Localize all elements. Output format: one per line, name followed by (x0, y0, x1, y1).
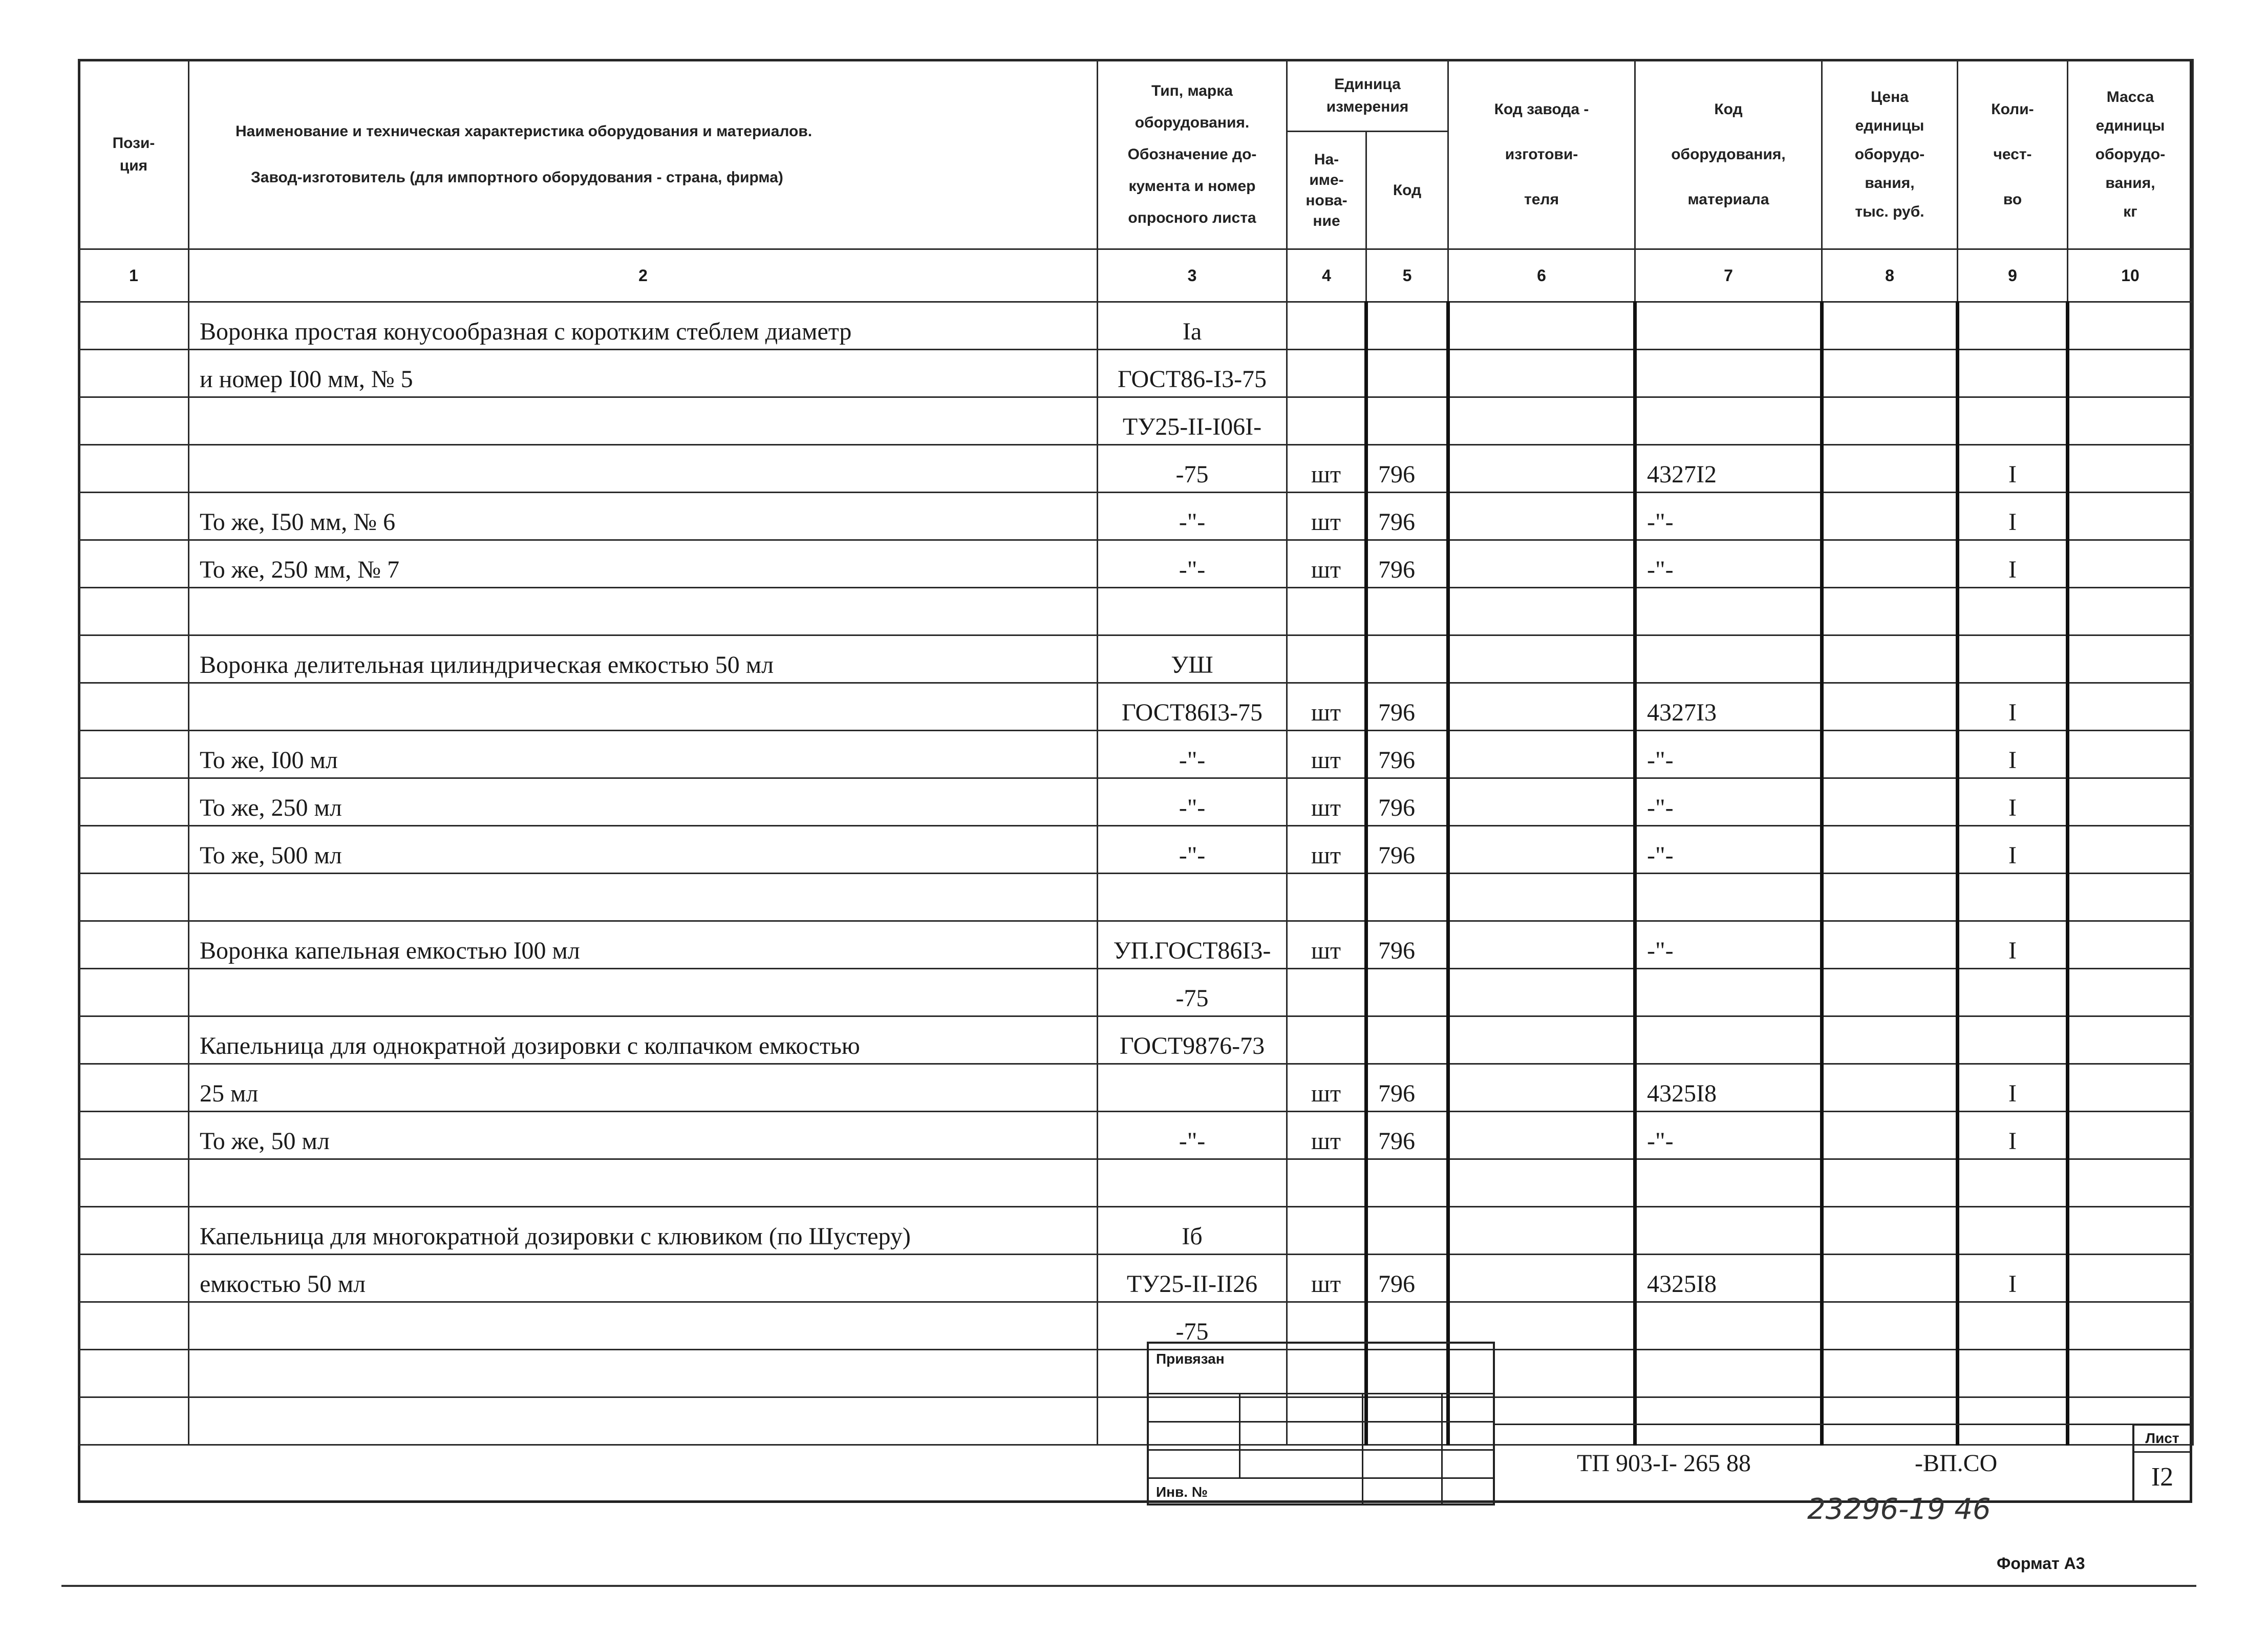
row-mass (2068, 588, 2193, 635)
row-factory-code (1448, 350, 1635, 397)
tb-line (1441, 1393, 1443, 1504)
row-price (1822, 1397, 1958, 1445)
row-name: Воронка простая конусообразная с коротким стеблем диаметр (189, 302, 1098, 350)
row-qty (1958, 397, 2068, 445)
row-qty: I (1958, 1064, 2068, 1112)
row-equip-code: -"- (1635, 493, 1822, 540)
row-unit-code (1366, 1016, 1448, 1064)
table-row (79, 1064, 2193, 1112)
tb-line (1147, 1477, 1495, 1479)
row-position (79, 874, 189, 921)
row-name (189, 1350, 1098, 1397)
row-name (189, 874, 1098, 921)
row-factory-code (1448, 874, 1635, 921)
row-equip-code: -"- (1635, 1112, 1822, 1159)
row-mass (2068, 731, 2193, 778)
row-unit-code (1366, 397, 1448, 445)
table-row (79, 445, 2193, 493)
row-qty: I (1958, 540, 2068, 588)
sheet-label: Лист (2134, 1426, 2190, 1453)
row-position (79, 921, 189, 969)
row-mass (2068, 540, 2193, 588)
row-unit-name: шт (1287, 778, 1366, 826)
row-qty (1958, 302, 2068, 350)
row-position (79, 1207, 189, 1255)
row-position (79, 493, 189, 540)
column-number-row (79, 249, 2193, 302)
col-unit-group-header: Единица измерения (1287, 60, 1448, 132)
row-equip-code (1635, 397, 1822, 445)
table-row (79, 302, 2193, 350)
binding-box (1147, 1342, 1495, 1505)
row-qty (1958, 1016, 2068, 1064)
col-equip-code-header: Код оборудования, материала (1635, 60, 1822, 249)
row-name: емкостью 50 мл (189, 1255, 1098, 1302)
table-row (79, 1159, 2193, 1207)
col-number: 2 (189, 249, 1098, 302)
sheet-number: I2 (2151, 1462, 2174, 1492)
row-qty: I (1958, 921, 2068, 969)
row-mass (2068, 350, 2193, 397)
row-equip-code (1635, 302, 1822, 350)
row-name (189, 969, 1098, 1016)
row-position (79, 302, 189, 350)
row-price (1822, 302, 1958, 350)
row-type: -"- (1098, 540, 1287, 588)
row-mass (2068, 1350, 2193, 1397)
document-suffix: -ВП.СО (1915, 1450, 1998, 1477)
row-qty: I (1958, 493, 2068, 540)
row-type: Iб (1098, 1207, 1287, 1255)
row-qty (1958, 1207, 2068, 1255)
col-price-header: Цена единицы оборудо- вания, тыс. руб. (1822, 60, 1958, 249)
table-row (79, 778, 2193, 826)
row-type: ТУ25-II-I06I- (1098, 397, 1287, 445)
row-type (1098, 1159, 1287, 1207)
row-price (1822, 1064, 1958, 1112)
row-type: -"- (1098, 493, 1287, 540)
row-qty (1958, 350, 2068, 397)
bottom-line (61, 1585, 2196, 1587)
row-unit-code (1366, 302, 1448, 350)
row-unit-name (1287, 1016, 1366, 1064)
row-mass (2068, 1255, 2193, 1302)
row-mass (2068, 445, 2193, 493)
row-type: -"- (1098, 826, 1287, 874)
table-row (79, 493, 2193, 540)
row-price (1822, 1350, 1958, 1397)
table-row (79, 1397, 2193, 1445)
table-row (79, 921, 2193, 969)
tb-line (1147, 1421, 1495, 1423)
tb-line (1362, 1393, 1363, 1504)
row-name (189, 445, 1098, 493)
row-unit-name: шт (1287, 683, 1366, 731)
row-factory-code (1448, 1064, 1635, 1112)
table-row (79, 397, 2193, 445)
row-factory-code (1448, 1255, 1635, 1302)
row-factory-code (1448, 969, 1635, 1016)
row-price (1822, 826, 1958, 874)
col-unit-name-header: На- име- нова- ние (1287, 132, 1366, 249)
row-unit-code: 796 (1366, 493, 1448, 540)
row-qty: I (1958, 731, 2068, 778)
row-price (1822, 1112, 1958, 1159)
row-factory-code (1448, 588, 1635, 635)
row-type: -"- (1098, 778, 1287, 826)
row-equip-code: 4325I8 (1635, 1255, 1822, 1302)
row-qty: I (1958, 826, 2068, 874)
row-unit-name: шт (1287, 445, 1366, 493)
row-factory-code (1448, 1016, 1635, 1064)
table-row (79, 1350, 2193, 1397)
row-mass (2068, 635, 2193, 683)
table-row (79, 1302, 2193, 1350)
row-type: -75 (1098, 445, 1287, 493)
row-price (1822, 397, 1958, 445)
row-mass (2068, 397, 2193, 445)
inventory-stamp: 23296-19 46 (1807, 1493, 1991, 1526)
row-position (79, 1255, 189, 1302)
row-type: УШ (1098, 635, 1287, 683)
tb-line (1239, 1393, 1240, 1477)
row-factory-code (1448, 493, 1635, 540)
row-equip-code (1635, 874, 1822, 921)
row-position (79, 1397, 189, 1445)
col-qty-header: Коли- чест- во (1958, 60, 2068, 249)
row-qty (1958, 635, 2068, 683)
row-price (1822, 1207, 1958, 1255)
row-factory-code (1448, 778, 1635, 826)
row-unit-code: 796 (1366, 778, 1448, 826)
row-equip-code: -"- (1635, 731, 1822, 778)
row-name: Воронка делительная цилиндрическая емкостью 50 мл (189, 635, 1098, 683)
row-qty: I (1958, 1255, 2068, 1302)
row-position (79, 969, 189, 1016)
row-position (79, 731, 189, 778)
row-type: -"- (1098, 731, 1287, 778)
row-equip-code (1635, 1397, 1822, 1445)
col-number: 6 (1448, 249, 1635, 302)
row-name (189, 397, 1098, 445)
col-name-header: Наименование и техническая характеристика оборудования и материалов. Завод-изготовитель (для импортного оборудования - страна, фирма) (189, 60, 1098, 249)
row-unit-name (1287, 635, 1366, 683)
row-unit-code: 796 (1366, 826, 1448, 874)
table-row (79, 731, 2193, 778)
row-unit-code: 796 (1366, 683, 1448, 731)
row-mass (2068, 493, 2193, 540)
col-number: 8 (1822, 249, 1958, 302)
table-row (79, 588, 2193, 635)
col-number: 10 (2068, 249, 2193, 302)
row-factory-code (1448, 302, 1635, 350)
row-position (79, 1302, 189, 1350)
row-position (79, 350, 189, 397)
row-price (1822, 1159, 1958, 1207)
inv-label: Инв. № (1156, 1484, 1208, 1500)
row-equip-code: -"- (1635, 826, 1822, 874)
row-price (1822, 921, 1958, 969)
tb-line (1495, 1424, 2192, 1425)
row-qty: I (1958, 778, 2068, 826)
row-unit-code: 796 (1366, 1064, 1448, 1112)
row-mass (2068, 1302, 2193, 1350)
row-unit-name: шт (1287, 826, 1366, 874)
row-position (79, 683, 189, 731)
row-type: Iа (1098, 302, 1287, 350)
col-number: 9 (1958, 249, 2068, 302)
row-position (79, 1112, 189, 1159)
linked-label: Привязан (1156, 1351, 1225, 1367)
table-row (79, 540, 2193, 588)
row-unit-code (1366, 588, 1448, 635)
row-position (79, 635, 189, 683)
row-unit-code: 796 (1366, 540, 1448, 588)
row-type: ТУ25-II-II26 (1098, 1255, 1287, 1302)
row-name: Капельница для многократной дозировки с клювиком (по Шустеру) (189, 1207, 1098, 1255)
row-name: То же, I00 мл (189, 731, 1098, 778)
row-unit-code: 796 (1366, 731, 1448, 778)
row-price (1822, 350, 1958, 397)
row-factory-code (1448, 683, 1635, 731)
row-mass (2068, 778, 2193, 826)
row-unit-name: шт (1287, 731, 1366, 778)
row-position (79, 397, 189, 445)
row-mass (2068, 683, 2193, 731)
row-unit-name (1287, 1207, 1366, 1255)
col-number: 5 (1366, 249, 1448, 302)
row-unit-name (1287, 350, 1366, 397)
row-equip-code (1635, 1159, 1822, 1207)
col-number: 4 (1287, 249, 1366, 302)
col-mass-header: Масса единицы оборудо- вания, кг (2068, 60, 2193, 249)
row-price (1822, 635, 1958, 683)
row-qty (1958, 969, 2068, 1016)
row-equip-code: -"- (1635, 778, 1822, 826)
row-name: То же, I50 мм, № 6 (189, 493, 1098, 540)
row-mass (2068, 1016, 2193, 1064)
col-number: 3 (1098, 249, 1287, 302)
table-row (79, 874, 2193, 921)
row-unit-name: шт (1287, 540, 1366, 588)
row-qty: I (1958, 683, 2068, 731)
row-equip-code (1635, 969, 1822, 1016)
row-position (79, 540, 189, 588)
col-number: 1 (79, 249, 189, 302)
row-type: -75 (1098, 969, 1287, 1016)
row-type: УП.ГОСТ86I3- (1098, 921, 1287, 969)
row-mass (2068, 969, 2193, 1016)
tb-line (1147, 1449, 1495, 1451)
row-mass (2068, 826, 2193, 874)
row-equip-code: 4327I3 (1635, 683, 1822, 731)
row-position (79, 1159, 189, 1207)
row-unit-code: 796 (1366, 1112, 1448, 1159)
specification-table (78, 59, 2194, 1446)
row-unit-name (1287, 969, 1366, 1016)
row-qty (1958, 1350, 2068, 1397)
row-price (1822, 588, 1958, 635)
row-qty (1958, 1159, 2068, 1207)
row-unit-name: шт (1287, 493, 1366, 540)
row-type: ГОСТ86-I3-75 (1098, 350, 1287, 397)
row-equip-code (1635, 1302, 1822, 1350)
row-unit-name: шт (1287, 1064, 1366, 1112)
row-unit-name (1287, 874, 1366, 921)
row-price (1822, 493, 1958, 540)
row-unit-code: 796 (1366, 445, 1448, 493)
row-price (1822, 778, 1958, 826)
row-equip-code (1635, 635, 1822, 683)
row-mass (2068, 1064, 2193, 1112)
tb-line (1147, 1393, 1495, 1394)
row-unit-name (1287, 588, 1366, 635)
row-type (1098, 874, 1287, 921)
row-price (1822, 1302, 1958, 1350)
format-label: Формат А3 (1997, 1554, 2085, 1573)
header-row (79, 60, 2193, 132)
row-position (79, 445, 189, 493)
sheet-box (2132, 1424, 2192, 1503)
row-unit-name (1287, 1159, 1366, 1207)
row-unit-code (1366, 350, 1448, 397)
row-position (79, 1016, 189, 1064)
row-name (189, 683, 1098, 731)
row-equip-code: -"- (1635, 921, 1822, 969)
row-price (1822, 683, 1958, 731)
col-number: 7 (1635, 249, 1822, 302)
row-unit-code (1366, 1207, 1448, 1255)
row-position (79, 588, 189, 635)
row-equip-code (1635, 1207, 1822, 1255)
row-mass (2068, 874, 2193, 921)
row-mass (2068, 1112, 2193, 1159)
table-row (79, 1016, 2193, 1064)
row-factory-code (1448, 731, 1635, 778)
row-mass (2068, 921, 2193, 969)
row-factory-code (1448, 1159, 1635, 1207)
col-type-header: Тип, марка оборудования. Обозначение до- кумента и номер опросного листа (1098, 60, 1287, 249)
row-unit-name: шт (1287, 921, 1366, 969)
row-unit-code (1366, 969, 1448, 1016)
row-price (1822, 540, 1958, 588)
row-type: ГОСТ9876-73 (1098, 1016, 1287, 1064)
row-position (79, 1350, 189, 1397)
row-name: То же, 50 мл (189, 1112, 1098, 1159)
row-mass (2068, 302, 2193, 350)
row-type: -"- (1098, 1112, 1287, 1159)
row-equip-code: -"- (1635, 540, 1822, 588)
table-row (79, 683, 2193, 731)
row-unit-name: шт (1287, 1112, 1366, 1159)
row-factory-code (1448, 1207, 1635, 1255)
row-name (189, 588, 1098, 635)
row-price (1822, 969, 1958, 1016)
row-unit-code: 796 (1366, 921, 1448, 969)
row-factory-code (1448, 826, 1635, 874)
row-name (189, 1302, 1098, 1350)
row-unit-name (1287, 302, 1366, 350)
table-row (79, 1112, 2193, 1159)
col-factory-code-header: Код завода - изготови- теля (1448, 60, 1635, 249)
document-number: ТП 903-I- 265 88 (1577, 1450, 1751, 1477)
row-factory-code (1448, 921, 1635, 969)
row-name: То же, 250 мм, № 7 (189, 540, 1098, 588)
row-price (1822, 1255, 1958, 1302)
row-unit-name (1287, 397, 1366, 445)
row-price (1822, 731, 1958, 778)
col-unit-code-header: Код (1366, 132, 1448, 249)
row-factory-code (1448, 540, 1635, 588)
row-name: Воронка капельная емкостью I00 мл (189, 921, 1098, 969)
row-equip-code (1635, 1016, 1822, 1064)
row-unit-code (1366, 635, 1448, 683)
row-unit-code (1366, 874, 1448, 921)
row-equip-code: 4327I2 (1635, 445, 1822, 493)
row-name (189, 1397, 1098, 1445)
row-price (1822, 874, 1958, 921)
col-position-header: Пози- ция (79, 60, 189, 249)
row-type (1098, 588, 1287, 635)
table-row (79, 1255, 2193, 1302)
row-equip-code (1635, 1350, 1822, 1397)
row-unit-code (1366, 1159, 1448, 1207)
row-qty: I (1958, 1112, 2068, 1159)
row-factory-code (1448, 445, 1635, 493)
row-unit-code: 796 (1366, 1255, 1448, 1302)
row-price (1822, 445, 1958, 493)
table-row (79, 969, 2193, 1016)
row-equip-code: 4325I8 (1635, 1064, 1822, 1112)
row-qty: I (1958, 445, 2068, 493)
row-factory-code (1448, 397, 1635, 445)
row-factory-code (1448, 1112, 1635, 1159)
row-equip-code (1635, 588, 1822, 635)
table-row (79, 826, 2193, 874)
row-qty (1958, 874, 2068, 921)
row-position (79, 778, 189, 826)
row-unit-name: шт (1287, 1255, 1366, 1302)
row-name: То же, 250 мл (189, 778, 1098, 826)
row-equip-code (1635, 350, 1822, 397)
row-type (1098, 1064, 1287, 1112)
row-name: и номер I00 мм, № 5 (189, 350, 1098, 397)
table-row (79, 635, 2193, 683)
row-name: Капельница для однократной дозировки с колпачком емкостью (189, 1016, 1098, 1064)
row-qty (1958, 1397, 2068, 1445)
row-qty (1958, 588, 2068, 635)
row-factory-code (1448, 635, 1635, 683)
row-position (79, 1064, 189, 1112)
row-name (189, 1159, 1098, 1207)
row-mass (2068, 1207, 2193, 1255)
table-row (79, 1207, 2193, 1255)
row-type: ГОСТ86I3-75 (1098, 683, 1287, 731)
table-row (79, 350, 2193, 397)
row-qty (1958, 1302, 2068, 1350)
row-mass (2068, 1159, 2193, 1207)
row-price (1822, 1016, 1958, 1064)
row-type: -75 (1098, 1302, 1287, 1350)
row-name: То же, 500 мл (189, 826, 1098, 874)
row-name: 25 мл (189, 1064, 1098, 1112)
row-position (79, 826, 189, 874)
